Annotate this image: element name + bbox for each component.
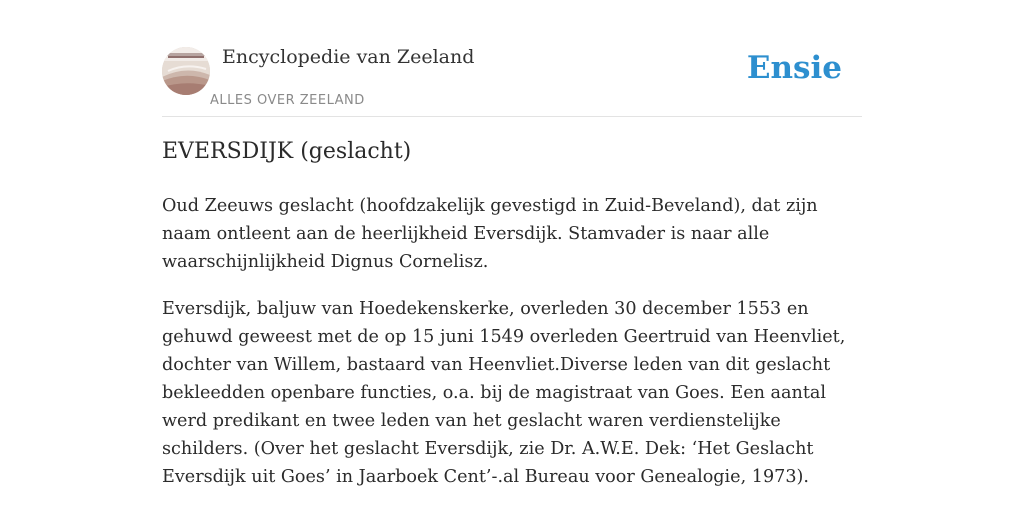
site-header	[162, 40, 862, 117]
site-subtitle: ALLES OVER ZEELAND	[210, 93, 365, 108]
article-title: EVERSDIJK (geslacht)	[162, 139, 412, 164]
brand-logo[interactable]: Ensie	[746, 50, 842, 86]
encyclopedia-avatar[interactable]	[162, 47, 210, 95]
article-paragraph-1: Oud Zeeuws geslacht (hoofdzakelijk gevestigd in Zuid-Beveland), dat zijn naam ontleent aan de heerlijkheid Eversdijk. Stamvader is naar alle waarschijnlijkheid Dignus Cornelisz.	[162, 196, 818, 272]
site-title[interactable]: Encyclopedie van Zeeland	[222, 46, 475, 68]
book-pages-image	[162, 47, 210, 95]
article-paragraph-2: Eversdijk, baljuw van Hoedekenskerke, overleden 30 december 1553 en gehuwd geweest met de op 15 juni 1549 overleden Geertruid van Heenvliet, dochter van Willem, bastaard van Heenvliet.Diverse leden van dit geslacht bekleedden openbare functies, o.a. bij de magistraat van Goes. Een aantal werd predikant en twee leden van het geslacht waren verdienstelijke schilders. (Over het geslacht Eversdijk, zie Dr. A.W.E. Dek: ‘Het Geslacht Eversdijk uit Goes’ in Jaarboek Cent’-.al Bureau voor Genealogie, 1973).	[162, 299, 846, 487]
